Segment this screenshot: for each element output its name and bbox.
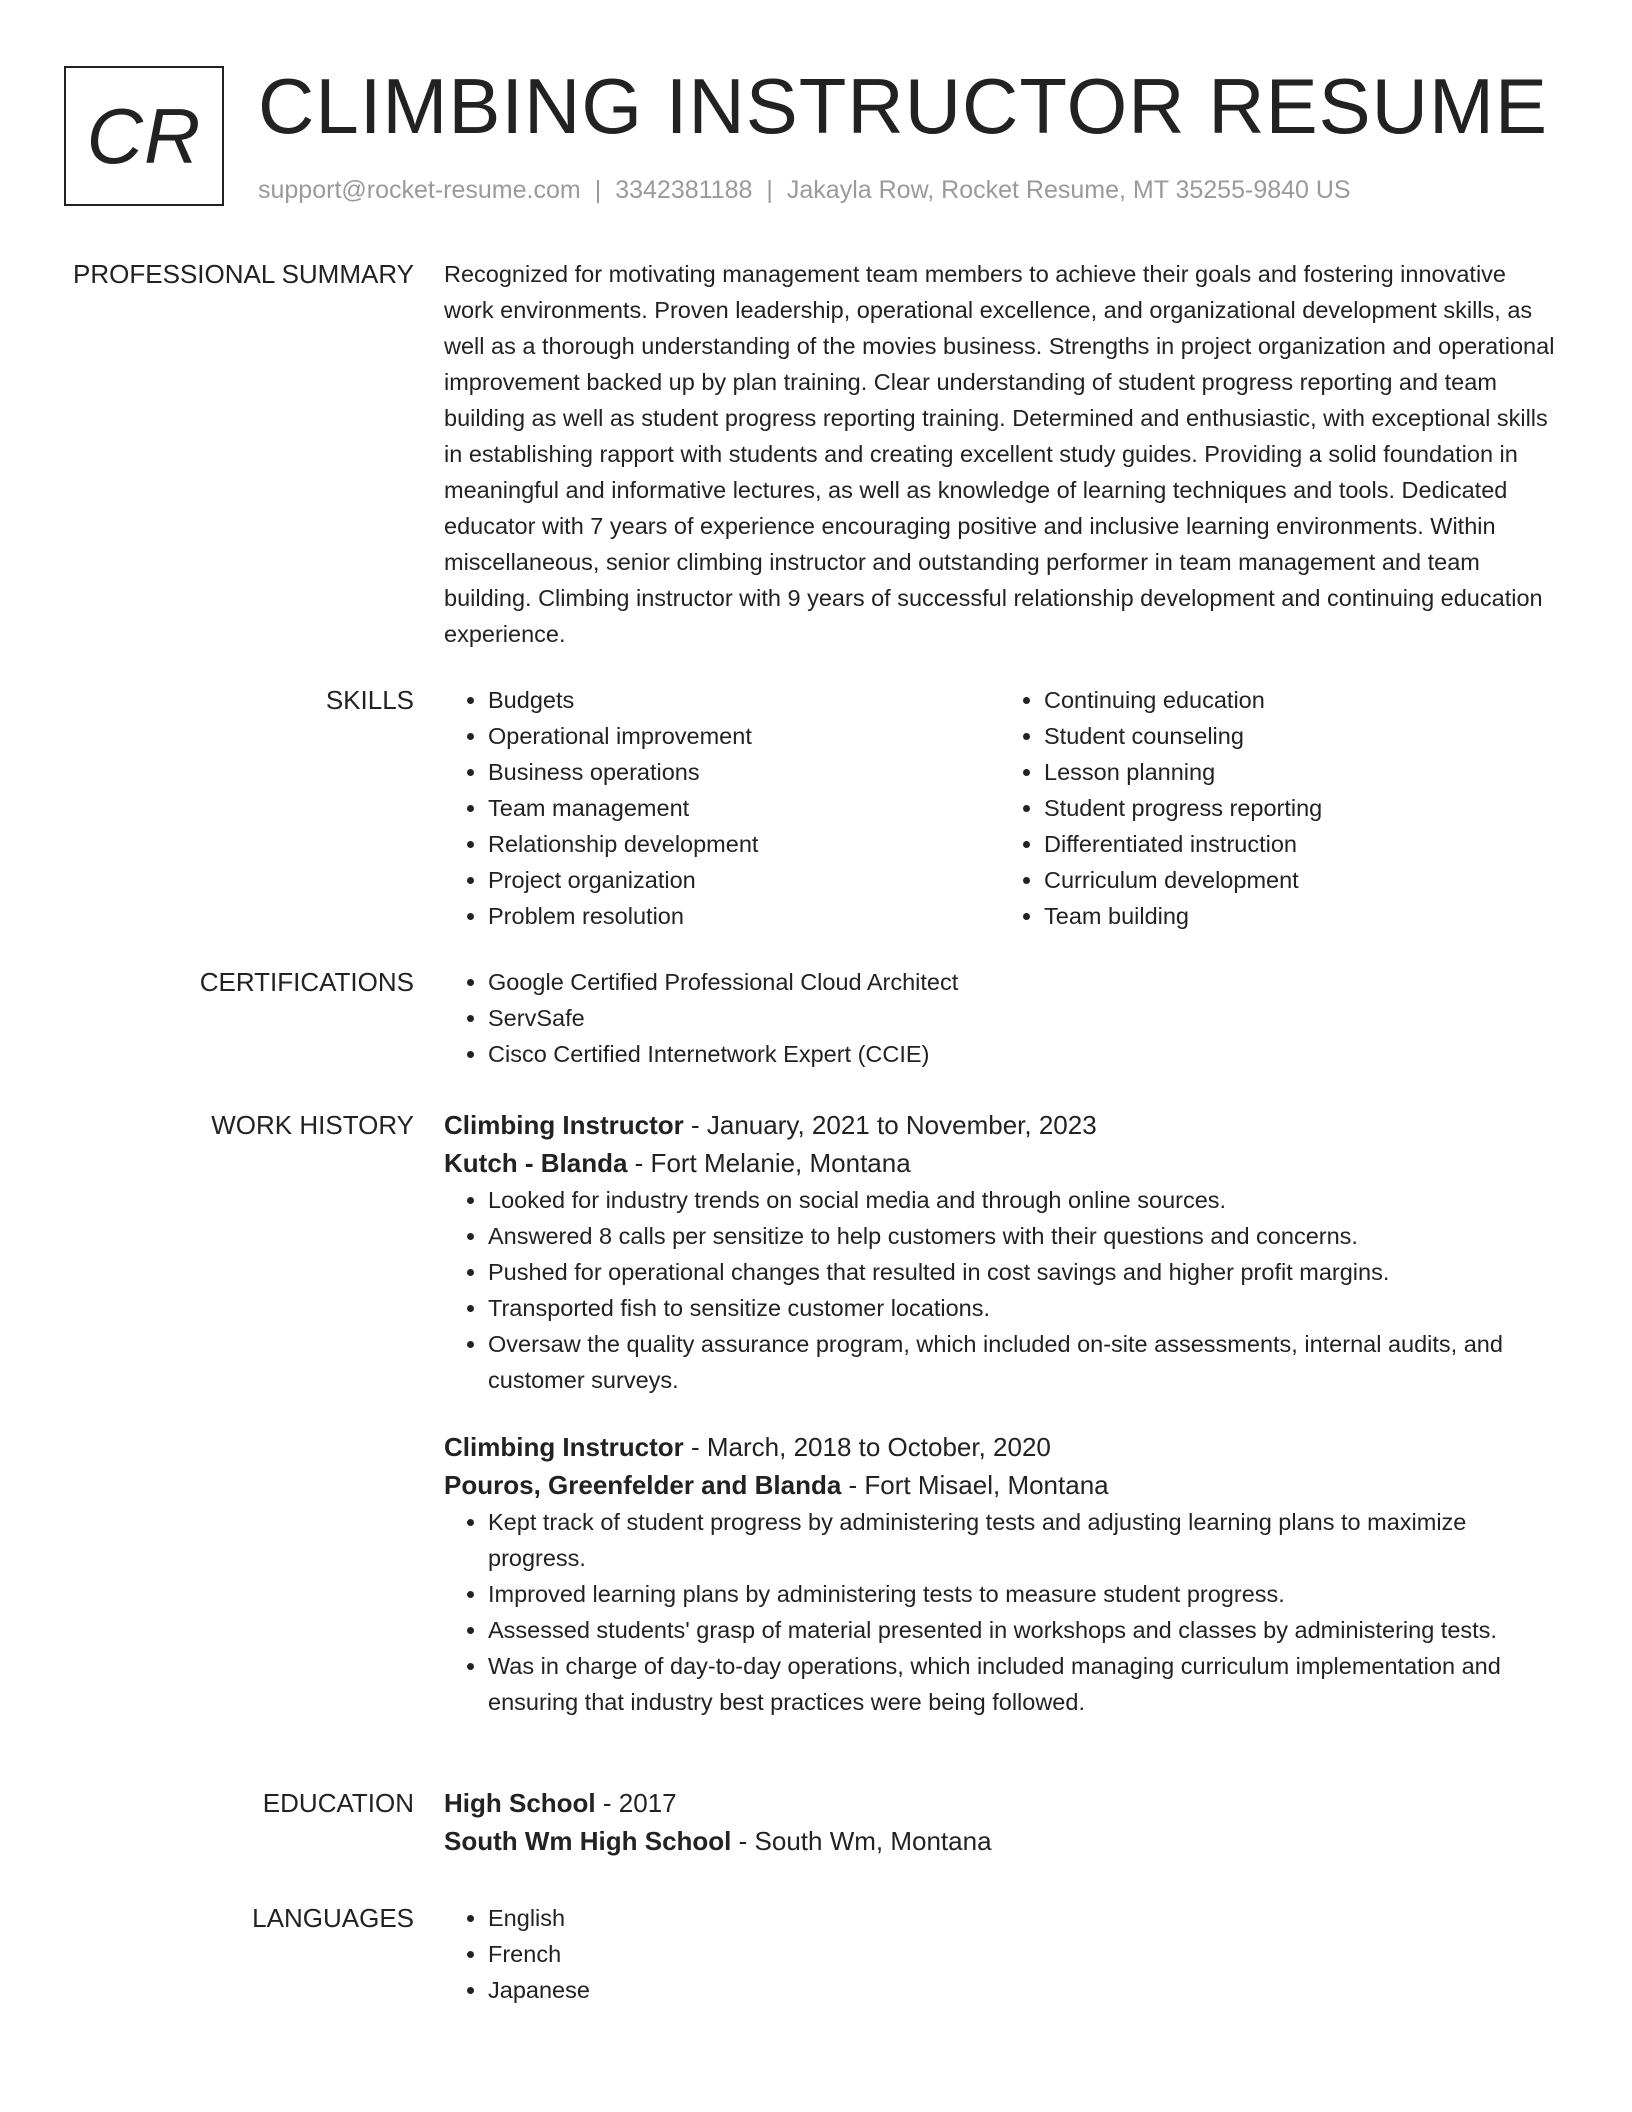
skill-item: • Project organization	[488, 862, 1000, 898]
job-company-line	[444, 1144, 1556, 1182]
skills-list-left	[444, 682, 1000, 934]
section-label-certifications: CERTIFICATIONS	[199, 967, 414, 997]
skill-item: • Problem resolution	[488, 898, 1000, 934]
job-company-line	[444, 1466, 1556, 1504]
skill-item: • Curriculum development	[1044, 862, 1556, 898]
certification-item: • ServSafe	[488, 1000, 1556, 1036]
job-bullet: • Improved learning plans by administering tests to measure student progress.	[488, 1576, 1556, 1612]
job-company: Kutch - Blanda	[444, 1148, 628, 1178]
job-title-line	[444, 1428, 1556, 1466]
education-degree: High School	[444, 1788, 596, 1818]
job-company: Pouros, Greenfelder and Blanda	[444, 1470, 842, 1500]
section-label-education: EDUCATION	[262, 1788, 414, 1818]
contact-address: Jakayla Row, Rocket Resume, MT 35255-9840 US	[786, 176, 1351, 204]
skill-item: • Business operations	[488, 754, 1000, 790]
contact-email[interactable]: support@rocket-resume.com	[258, 176, 581, 204]
job-title-line	[444, 1106, 1556, 1144]
language-item: • French	[488, 1936, 1556, 1972]
certification-item: • Cisco Certified Internetwork Expert (CCIE)	[488, 1036, 1556, 1072]
job-bullet: • Looked for industry trends on social media and through online sources.	[488, 1182, 1556, 1218]
job-dates: - March, 2018 to October, 2020	[683, 1432, 1051, 1462]
section-label-summary: PROFESSIONAL SUMMARY	[73, 259, 414, 289]
education-year: - 2017	[595, 1788, 677, 1818]
education-body	[444, 1784, 1556, 1860]
skill-item: • Student counseling	[1044, 718, 1556, 754]
job-bullets	[444, 1182, 1556, 1398]
job-bullet: • Answered 8 calls per sensitize to help customers with their questions and concerns.	[488, 1218, 1556, 1254]
languages-body	[444, 1900, 1556, 2008]
job-entry	[444, 1106, 1556, 1398]
skill-item: • Lesson planning	[1044, 754, 1556, 790]
contact-phone[interactable]: 3342381188	[615, 176, 753, 204]
job-location: - Fort Misael, Montana	[841, 1470, 1109, 1500]
certifications-list	[444, 964, 1556, 1072]
job-entry	[444, 1428, 1556, 1720]
job-title: Climbing Instructor	[444, 1432, 684, 1462]
language-item: • English	[488, 1900, 1556, 1936]
work-body	[444, 1106, 1556, 1720]
resume-header	[64, 62, 1584, 216]
education-school: South Wm High School	[444, 1826, 732, 1856]
education-degree-line	[444, 1784, 1556, 1822]
skills-list-right	[1000, 682, 1556, 934]
skill-item: • Differentiated instruction	[1044, 826, 1556, 862]
skill-item: • Budgets	[488, 682, 1000, 718]
skill-item: • Continuing education	[1044, 682, 1556, 718]
certification-item: • Google Certified Professional Cloud Architect	[488, 964, 1556, 1000]
language-item: • Japanese	[488, 1972, 1556, 2008]
job-bullet: • Assessed students' grasp of material presented in workshops and classes by administering tests.	[488, 1612, 1556, 1648]
job-bullet: • Pushed for operational changes that resulted in cost savings and higher profit margins.	[488, 1254, 1556, 1290]
section-label-work: WORK HISTORY	[211, 1110, 414, 1140]
job-dates: - January, 2021 to November, 2023	[683, 1110, 1097, 1140]
certifications-body	[444, 964, 1556, 1072]
job-bullet: • Was in charge of day-to-day operations, which included managing curriculum implementation and ensuring that industry best practices were being followed.	[488, 1648, 1556, 1720]
education-location: - South Wm, Montana	[731, 1826, 992, 1856]
section-label-languages: LANGUAGES	[252, 1903, 414, 1933]
skill-item: • Relationship development	[488, 826, 1000, 862]
monogram-box: CR	[64, 66, 224, 206]
summary-body	[444, 256, 1556, 652]
skill-item: • Team management	[488, 790, 1000, 826]
resume-title: CLIMBING INSTRUCTOR RESUME	[258, 62, 1548, 150]
job-bullet: • Kept track of student progress by administering tests and adjusting learning plans to maximize progress.	[488, 1504, 1556, 1576]
section-label-skills: SKILLS	[325, 685, 414, 715]
skill-item: • Operational improvement	[488, 718, 1000, 754]
job-bullet: • Oversaw the quality assurance program, which included on-site assessments, internal audits, and customer surveys.	[488, 1326, 1556, 1398]
summary-text: Recognized for motivating management team members to achieve their goals and fostering innovative work environments. Proven leadership, operational excellence, and organizational development skills, as well as a thorough understanding of the movies business. Strengths in project organization and operational improvement backed up by plan training. Clear understanding of student progress reporting and team building as well as student progress reporting training. Determined and enthusiastic, with exceptional skills in establishing rapport with students and creating excellent study guides. Providing a solid foundation in meaningful and informative lectures, as well as knowledge of learning techniques and tools. Dedicated educator with 7 years of experience encouraging positive and inclusive learning environments. Within miscellaneous, senior climbing instructor and outstanding performer in team management and team building. Climbing instructor with 9 years of successful relationship development and continuing education experience.	[444, 261, 1555, 647]
contact-separator: |	[766, 176, 773, 204]
languages-list	[444, 1900, 1556, 2008]
contact-separator: |	[594, 176, 602, 204]
education-school-line	[444, 1822, 1556, 1860]
job-bullet: • Transported fish to sensitize customer locations.	[488, 1290, 1556, 1326]
job-location: - Fort Melanie, Montana	[627, 1148, 911, 1178]
job-bullets	[444, 1504, 1556, 1720]
skill-item: • Team building	[1044, 898, 1556, 934]
contact-line	[258, 174, 1351, 207]
skills-body	[444, 682, 1556, 934]
skill-item: • Student progress reporting	[1044, 790, 1556, 826]
job-title: Climbing Instructor	[444, 1110, 684, 1140]
